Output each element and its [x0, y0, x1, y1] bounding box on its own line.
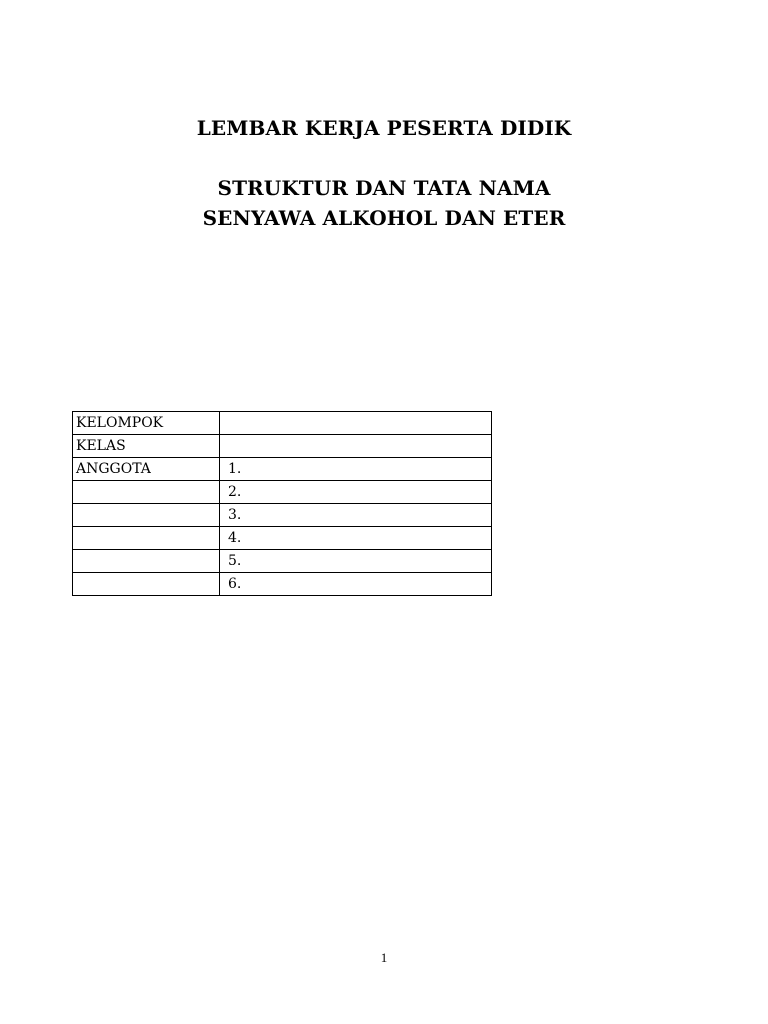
table-row-anggota-4	[73, 527, 492, 550]
table-row-anggota-2	[73, 481, 492, 504]
table-row-anggota-5	[73, 550, 492, 573]
kelas-label: KELAS	[73, 435, 220, 458]
anggota-label: ANGGOTA	[73, 458, 220, 481]
member-3: 3.	[220, 504, 492, 527]
worksheet-title: LEMBAR KERJA PESERTA DIDIK	[196, 116, 572, 140]
member-1: 1.	[220, 458, 492, 481]
topic-title-line-2: SENYAWA ALKOHOL DAN ETER	[202, 206, 566, 230]
empty-cell	[73, 504, 220, 527]
member-5: 5.	[220, 550, 492, 573]
empty-cell	[73, 550, 220, 573]
table-row-kelompok	[73, 412, 492, 435]
empty-cell	[73, 573, 220, 596]
empty-cell	[73, 481, 220, 504]
table-row-kelas	[73, 435, 492, 458]
kelompok-label: KELOMPOK	[73, 412, 220, 435]
member-4: 4.	[220, 527, 492, 550]
table-row-anggota-1	[73, 458, 492, 481]
table-row-anggota-6	[73, 573, 492, 596]
topic-title-line-1: STRUKTUR DAN TATA NAMA	[217, 176, 551, 200]
group-info-table	[72, 411, 492, 596]
kelompok-value	[220, 412, 492, 435]
member-6: 6.	[220, 573, 492, 596]
table-row-anggota-3	[73, 504, 492, 527]
empty-cell	[73, 527, 220, 550]
kelas-value	[220, 435, 492, 458]
member-2: 2.	[220, 481, 492, 504]
page-number: 1	[380, 950, 388, 965]
